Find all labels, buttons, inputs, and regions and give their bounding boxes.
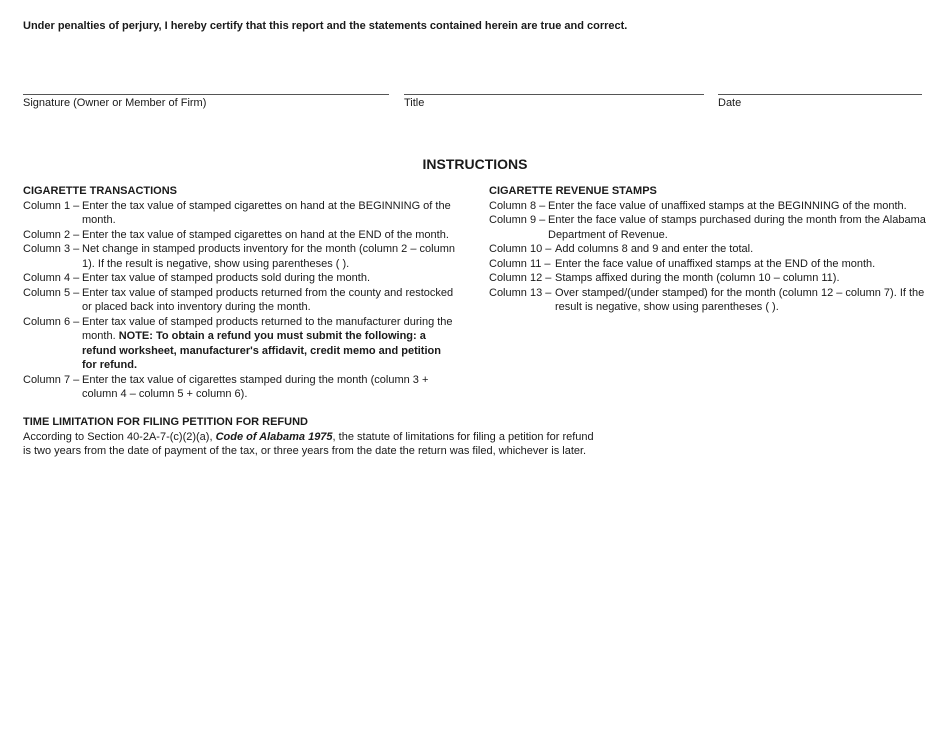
- list-item: [23, 271, 455, 286]
- list-item: [489, 199, 929, 214]
- certification-statement: Under penalties of perjury, I hereby certify that this report and the statements contained herein are true and correct.: [23, 20, 628, 32]
- column-text: Enter the tax value of cigarettes stamped during the month (column 3 + column 4 – column 5 + column 6).: [82, 373, 429, 400]
- instructions-title: INSTRUCTIONS: [422, 156, 528, 172]
- column-text: Enter tax value of stamped products returned from the county and restocked or placed back into inventory during the month.: [82, 286, 454, 313]
- column-text: Enter the face value of stamps purchased during the month from the Alabama Department of Revenue.: [548, 214, 926, 241]
- column-label: Column 4 –: [23, 272, 80, 284]
- date-line[interactable]: [718, 94, 922, 95]
- list-item: [489, 271, 929, 286]
- column-label: Column 8 –: [489, 199, 546, 212]
- list-item: [23, 315, 455, 373]
- column-text: Net change in stamped products inventory for the month (column 2 – column 1). If the result is negative, show using parentheses ( ).: [82, 243, 455, 270]
- column-label: Column 3 –: [23, 243, 80, 255]
- column-label: Column 7 –: [23, 373, 80, 386]
- time-text-after: , the statute of limitations for filing a petition for refund is two years from the date of payment of the tax, or three years from the date the return was filed, whichever is later.: [23, 430, 594, 457]
- column-label: Column 6 –: [23, 315, 80, 328]
- column-label: Column 9 –: [489, 214, 546, 226]
- column-text: Enter the face value of unaffixed stamps at the END of the month.: [555, 257, 876, 270]
- cigarette-transactions-heading: CIGARETTE TRANSACTIONS: [23, 185, 177, 197]
- code-of-alabama: Code of Alabama 1975: [215, 430, 333, 443]
- revenue-stamps-heading: CIGARETTE REVENUE STAMPS: [489, 185, 657, 197]
- list-item: [489, 242, 929, 257]
- column-label: Column 2 –: [23, 228, 80, 241]
- column-label: Column 11 –: [489, 257, 551, 270]
- column-text-with-note: [82, 315, 455, 373]
- signature-label: Signature (Owner or Member of Firm): [23, 97, 207, 109]
- column-label: Column 5 –: [23, 286, 80, 299]
- list-item: [23, 228, 455, 243]
- title-line[interactable]: [404, 94, 704, 95]
- time-text-before: According to Section 40-2A-7-(c)(2)(a),: [23, 430, 216, 443]
- signature-line[interactable]: [23, 94, 389, 95]
- list-item: [23, 286, 455, 315]
- list-item: [23, 199, 455, 228]
- time-limitation-text: [23, 430, 603, 459]
- list-item: [489, 257, 929, 272]
- date-label: Date: [718, 97, 742, 109]
- column-text: Enter the tax value of stamped cigarettes on hand at the BEGINNING of the month.: [82, 199, 451, 226]
- column-text: Enter tax value of stamped products sold during the month.: [82, 272, 370, 284]
- column-label: Column 1 –: [23, 199, 80, 212]
- refund-note: NOTE: To obtain a refund you must submit the following: a refund worksheet, manufacturer's affidavit, credit memo and petition for refund.: [82, 330, 441, 371]
- column-text: Over stamped/(under stamped) for the month (column 12 – column 7). If the result is negative, show using parentheses ( ).: [555, 286, 925, 313]
- list-item: [23, 242, 455, 271]
- column-text: Enter the face value of unaffixed stamps at the BEGINNING of the month.: [548, 199, 907, 212]
- column-text: Stamps affixed during the month (column 10 – column 11).: [555, 272, 840, 284]
- column-label: Column 10 –: [489, 243, 552, 255]
- cigarette-transactions-section: [23, 184, 455, 402]
- column-label: Column 12 –: [489, 272, 552, 284]
- revenue-stamps-section: [489, 184, 929, 315]
- title-label: Title: [404, 97, 425, 109]
- list-item: [489, 286, 929, 315]
- list-item: [489, 213, 929, 242]
- time-limitation-section: [23, 415, 603, 459]
- time-limitation-heading: TIME LIMITATION FOR FILING PETITION FOR REFUND: [23, 416, 308, 428]
- list-item: [23, 373, 455, 402]
- column-text: Enter tax value of stamped products returned to the manufacturer during the month.: [82, 315, 453, 342]
- column-text: Enter the tax value of stamped cigarettes on hand at the END of the month.: [82, 228, 449, 241]
- column-label: Column 13 –: [489, 286, 552, 299]
- column-text: Add columns 8 and 9 and enter the total.: [555, 243, 754, 255]
